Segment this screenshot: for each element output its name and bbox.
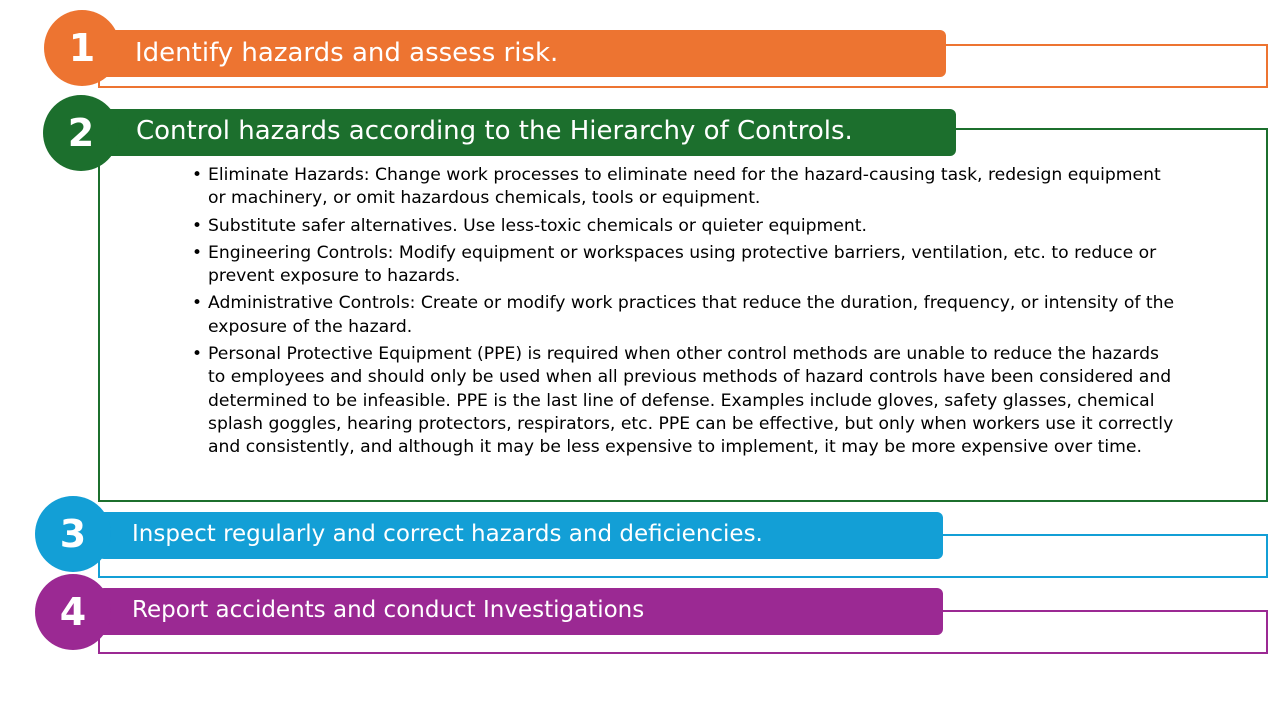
step-4-number: 4 bbox=[59, 590, 87, 634]
step-3-title: Inspect regularly and correct hazards and deficiencies. bbox=[132, 521, 763, 547]
list-item-text: Administrative Controls: Create or modify work practices that reduce the duration, frequency, or intensity of the exposure of the hazard. bbox=[208, 293, 1175, 337]
list-item-ppe bbox=[191, 343, 1181, 459]
list-item-text: Eliminate Hazards: Change work processes to eliminate need for the hazard-causing task, redesign equipment or machinery, or omit hazardous chemicals, tools or equipment. bbox=[208, 165, 1161, 209]
step-4-title: Report accidents and conduct Investigations bbox=[132, 597, 645, 623]
step-4-number-badge bbox=[35, 574, 111, 650]
step-2-number: 2 bbox=[67, 111, 95, 155]
list-item-text: Substitute safer alternatives. Use less-toxic chemicals or quieter equipment. bbox=[208, 215, 867, 236]
step-3-number: 3 bbox=[59, 512, 87, 556]
list-item-eliminate bbox=[191, 164, 1181, 211]
step-1-title: Identify hazards and assess risk. bbox=[135, 38, 559, 68]
step-3-header-bar bbox=[98, 512, 943, 559]
bullet-dot-icon: • bbox=[192, 165, 203, 185]
list-item-substitute bbox=[191, 215, 1181, 238]
step-1-number-badge bbox=[44, 10, 120, 86]
step-2-number-badge bbox=[43, 95, 119, 171]
step-3-number-badge bbox=[35, 496, 111, 572]
bullet-dot-icon: • bbox=[192, 344, 203, 365]
hierarchy-of-controls-list bbox=[191, 164, 1181, 464]
bullet-dot-icon: • bbox=[192, 293, 203, 314]
step-4-header-bar bbox=[98, 588, 943, 635]
bullet-dot-icon: • bbox=[192, 215, 203, 236]
list-item-administrative bbox=[191, 292, 1181, 339]
list-item-text: Engineering Controls: Modify equipment or workspaces using protective barriers, ventilation, etc. to reduce or prevent exposure to hazards. bbox=[208, 242, 1157, 287]
bullet-dot-icon: • bbox=[192, 242, 203, 263]
list-item-engineering bbox=[191, 242, 1181, 289]
list-item-text: Personal Protective Equipment (PPE) is required when other control methods are unable to reduce the hazards to employees and should only be used when all previous methods of hazard controls have been considered and determined to be infeasible. PPE is the last line of defense. Examples include gloves, safety glasses, chemical splash goggles, hearing protectors, respirators, etc. PPE can be effective, but only when workers use it correctly and consistently, and although it may be less expensive to implement, it may be more expensive over time. bbox=[208, 344, 1174, 458]
step-1-number: 1 bbox=[68, 26, 96, 70]
step-2-header-bar bbox=[98, 109, 956, 156]
step-1-header-bar bbox=[98, 30, 946, 77]
step-2-title: Control hazards according to the Hierarchy of Controls. bbox=[136, 116, 853, 146]
